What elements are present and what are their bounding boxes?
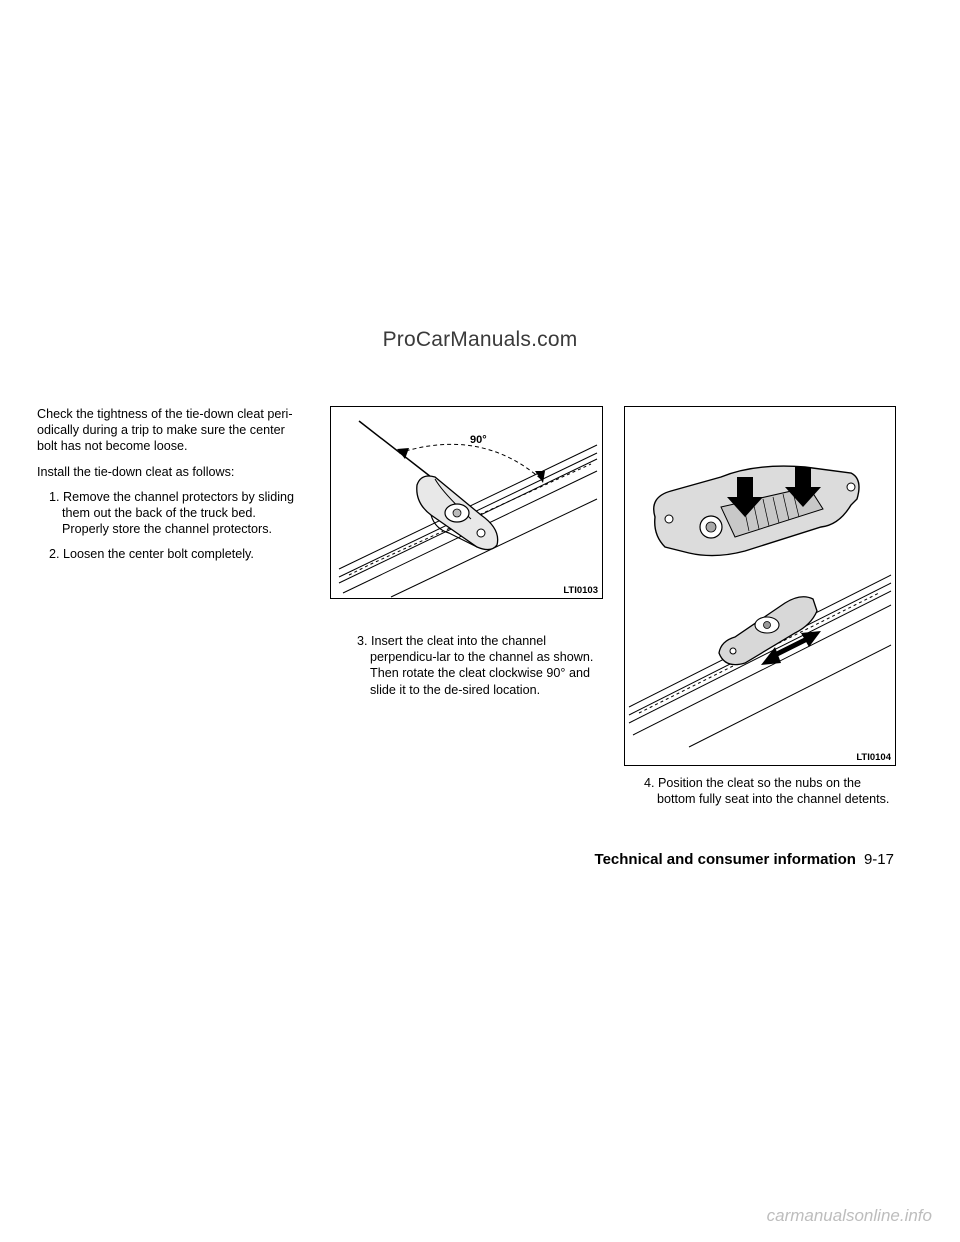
figure-cleat-rotation — [330, 406, 603, 599]
watermark-carmanualsonline: carmanualsonline.info — [766, 1206, 932, 1225]
figure-code-lti0103: LTI0103 — [563, 585, 598, 596]
step-3: 3. Insert the cleat into the channel perpendicu-lar to the channel as shown. Then rotate the cleat clockwise 90° and slide it to the de-sired location. — [357, 634, 594, 697]
cleat-position-illustration — [625, 407, 895, 765]
footer-section-title: Technical and consumer information — [594, 851, 856, 868]
arc-arrowhead-right-icon — [535, 471, 545, 483]
left-column — [37, 406, 305, 572]
watermark-procarmanuals: ProCarManuals.com — [382, 328, 578, 351]
figure-cleat-position — [624, 406, 896, 766]
step-1: 1. Remove the channel protectors by sliding them out the back of the truck bed. Properly store the channel protectors. — [49, 489, 295, 537]
rotation-arc — [399, 444, 541, 479]
step-4-column — [632, 775, 894, 816]
angle-label: 90° — [470, 434, 487, 446]
check-paragraph: Check the tightness of the tie-down cleat peri-odically during a trip to make sure the center bolt has not become loose. — [37, 407, 293, 454]
figure-code-lti0104: LTI0104 — [856, 752, 891, 763]
step-3-column — [345, 633, 601, 707]
cleat-rotation-illustration — [331, 407, 602, 598]
page-number: 9-17 — [863, 851, 894, 868]
install-paragraph: Install the tie-down cleat as follows: — [37, 464, 235, 479]
step-4: 4. Position the cleat so the nubs on the bottom fully seat into the channel detents. — [644, 776, 890, 807]
arc-arrowhead-left-icon — [397, 448, 409, 459]
page-footer — [595, 851, 894, 868]
cleat-in-channel-icon — [719, 597, 817, 665]
cleat-underside-icon — [654, 466, 859, 555]
step-2: 2. Loosen the center bolt completely. — [49, 547, 254, 562]
